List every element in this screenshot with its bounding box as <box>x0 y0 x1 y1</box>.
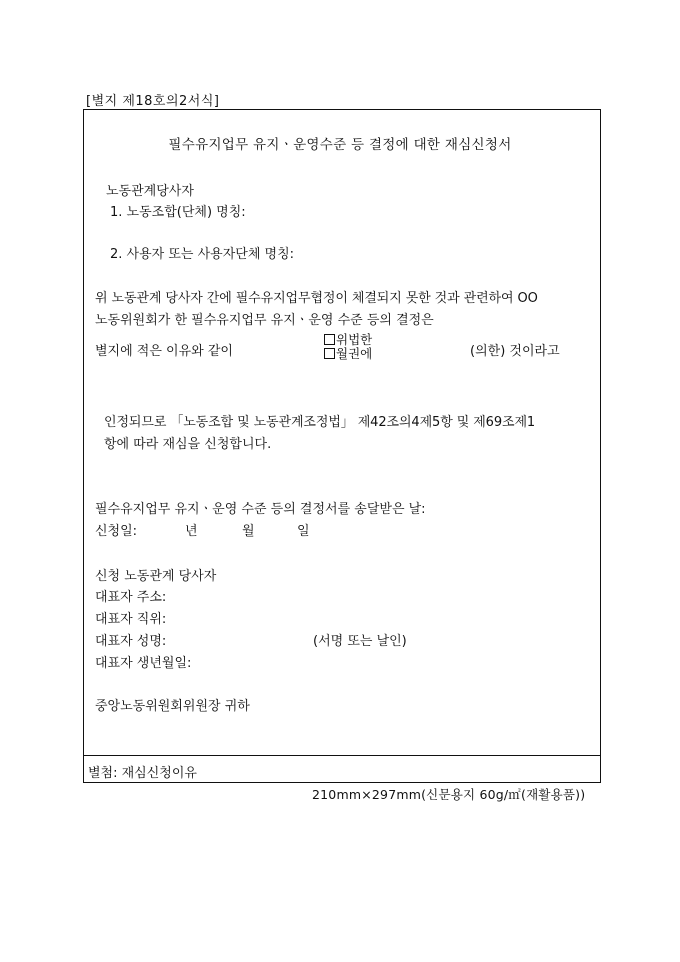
form-number-label: [별지 제18호의2서식] <box>86 94 220 109</box>
delivery-date-label: 필수유지업무 유지ㆍ운영 수준 등의 결정서를 송달받은 날: <box>95 502 426 517</box>
union-name-label: 1. 노동조합(단체) 명칭: <box>110 205 246 220</box>
signature-note: (서명 또는 날인) <box>313 634 407 649</box>
rep-position-label: 대표자 직위: <box>95 612 167 627</box>
applicant-heading: 신청 노동관계 당사자 <box>95 569 217 584</box>
paper-spec: 210mm×297mm(신문용지 60g/㎡(재활용품)) <box>312 787 586 802</box>
addressee: 중앙노동위원회위원장 귀하 <box>95 699 250 714</box>
application-date-year: 년 <box>185 524 198 539</box>
body-text-line-3-prefix: 별지에 적은 이유와 같이 <box>95 344 233 359</box>
parties-heading: 노동관계당사자 <box>106 184 194 199</box>
option-excess-checkbox[interactable] <box>324 348 335 359</box>
body-text-line-4: 인정되므로 「노동조합 및 노동관계조정법」 제42조의4제5항 및 제69조제1 <box>104 415 536 430</box>
body-text-line-3-suffix: (의한) 것이라고 <box>470 344 560 359</box>
option-excess-label: 월권에 <box>336 346 373 361</box>
application-date-day: 일 <box>297 524 310 539</box>
rep-birth-label: 대표자 생년월일: <box>95 656 192 671</box>
application-date-month: 월 <box>242 524 255 539</box>
body-text-line-2: 노동위원회가 한 필수유지업무 유지ㆍ운영 수준 등의 결정은 <box>95 313 434 328</box>
attachment-divider <box>83 755 600 756</box>
application-date-label: 신청일: <box>95 524 138 539</box>
employer-name-label: 2. 사용자 또는 사용자단체 명칭: <box>110 247 295 262</box>
form-title: 필수유지업무 유지ㆍ운영수준 등 결정에 대한 재심신청서 <box>168 137 512 153</box>
rep-address-label: 대표자 주소: <box>95 590 167 605</box>
rep-name-label: 대표자 성명: <box>95 634 167 649</box>
attachment-note: 별첨: 재심신청이유 <box>88 766 197 781</box>
option-illegal-label: 위법한 <box>336 332 373 347</box>
body-text-line-1: 위 노동관계 당사자 간에 필수유지업무협정이 체결되지 못한 것과 관련하여 OO <box>95 291 538 306</box>
option-excess[interactable] <box>324 344 372 362</box>
body-text-line-5: 항에 따라 재심을 신청합니다. <box>104 437 272 452</box>
